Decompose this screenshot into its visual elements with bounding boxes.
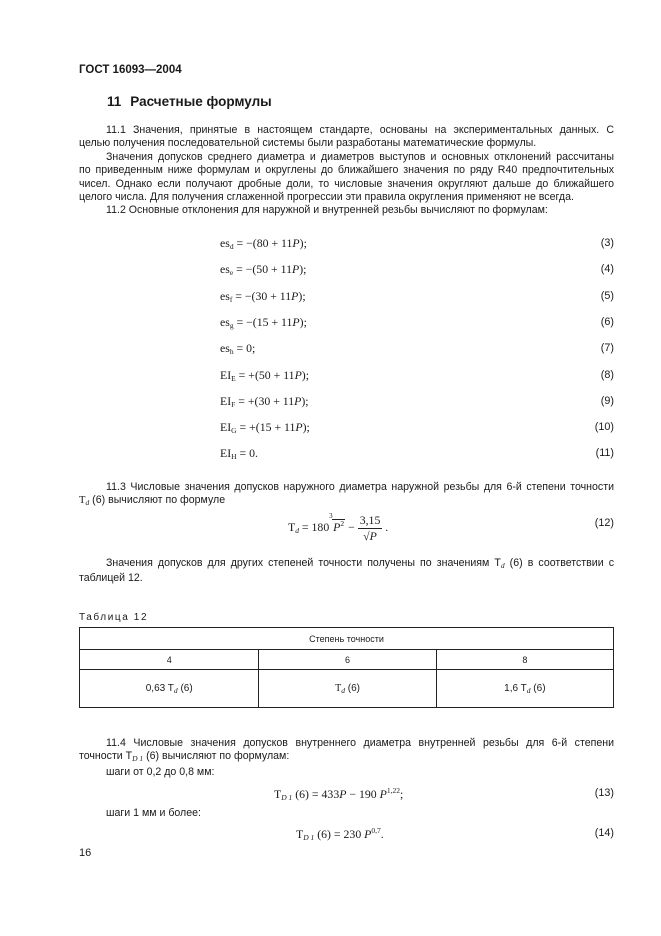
eq-text: ); <box>301 394 309 408</box>
equation <box>220 289 306 304</box>
eq-text: ); <box>299 315 307 329</box>
eq-symbol: es <box>220 236 230 250</box>
eq-subscript: D 1 <box>303 833 315 842</box>
text-line: 11.1 Значения, принятые в настоящем стандарте, основаны на экспериментальных данных. С <box>106 124 614 136</box>
cell-text: 0,63 T <box>145 682 174 694</box>
equation-number: (5) <box>600 290 614 302</box>
eq-variable: P <box>292 262 300 276</box>
text-fragment: (6) в соответствии с <box>504 557 614 569</box>
table-header: Степень точности <box>80 628 614 650</box>
cell-text: T <box>335 682 342 694</box>
tolerance-symbol: T <box>79 495 86 507</box>
text-line: шаги от 0,2 до 0,8 мм: <box>106 765 215 778</box>
page-number: 16 <box>79 847 92 859</box>
table-col-header: 4 <box>80 650 259 670</box>
eq-text: ; <box>399 787 404 801</box>
text-line: таблицей 12. <box>79 572 143 585</box>
tolerance-subscript: d <box>500 561 505 570</box>
eq-subscript: d <box>295 526 299 536</box>
text-line: 11.3 Числовые значения допусков наружного диаметра наружной резьбы для 6-й степени точности <box>106 481 614 493</box>
eq-text: = 0. <box>236 446 258 460</box>
equation-13 <box>274 786 403 802</box>
table-col-header: 6 <box>259 650 436 670</box>
eq-subscript: H <box>231 452 237 461</box>
text-line: 11.4 Числовые значения допусков внутреннего диаметра внутренней резьбы для 6-й степени <box>106 737 614 749</box>
paragraph-11-1 <box>79 124 614 204</box>
fraction-numerator: 3,15 <box>359 513 381 527</box>
text-fragment: точности T <box>79 750 133 763</box>
equation-number: (9) <box>600 395 614 407</box>
eq-variable: P <box>292 236 300 250</box>
cell-text: 1,6 T <box>504 682 527 694</box>
cell-subscript: d <box>341 685 345 695</box>
paragraph-11-3 <box>79 481 614 510</box>
equation <box>220 341 255 356</box>
cell-text: (6) <box>344 682 360 694</box>
eq-text: = −(50 + 11 <box>233 262 293 276</box>
eq-text: = −(15 + 11 <box>233 315 293 329</box>
eq-subscript: f <box>229 295 233 304</box>
eq-variable: P <box>292 315 300 329</box>
document-code: ГОСТ 16093—2004 <box>79 64 182 76</box>
eq-text: ); <box>301 368 310 382</box>
equation <box>220 262 306 277</box>
eq-exponent: 0,7 <box>371 826 381 835</box>
eq-subscript: h <box>229 347 234 356</box>
eq-text: − 190 <box>346 787 380 801</box>
eq-variable: P <box>294 394 302 408</box>
eq-text: ); <box>298 289 306 303</box>
table-cell <box>80 670 259 708</box>
cube-root <box>329 512 345 535</box>
text-line <box>79 750 614 765</box>
table-cell <box>436 670 613 708</box>
equation-number: (3) <box>600 237 614 249</box>
text-line: чисел. Однако если получают дробные доли, то числовые значения округляют дальше до ближайшего <box>79 177 614 190</box>
eq-symbol: EI <box>220 446 232 460</box>
text-line: целью получения последовательной системы были разработаны математические формулы. <box>79 137 537 150</box>
eq-exponent: 1,22 <box>386 786 400 795</box>
eq-variable: P <box>379 787 387 801</box>
equation-number: (4) <box>600 263 614 275</box>
section-number: 11 <box>107 94 122 109</box>
section-title: Расчетные формулы <box>130 94 272 109</box>
eq-subscript: e <box>229 268 234 277</box>
cell-text: (6) <box>177 682 193 694</box>
eq-symbol: es <box>220 315 230 329</box>
equation-number: (13) <box>594 787 614 799</box>
eq-text: . <box>382 520 389 535</box>
eq-symbol: es <box>220 289 230 303</box>
eq-subscript: d <box>229 242 234 251</box>
eq-variable: P <box>339 787 347 801</box>
eq-variable: P <box>291 289 299 303</box>
eq-symbol: T <box>296 827 304 841</box>
equation <box>220 420 310 435</box>
eq-text: ); <box>302 420 310 434</box>
eq-symbol: EI <box>220 394 232 408</box>
equation <box>220 446 258 461</box>
table-cell <box>259 670 436 708</box>
equation-number: (12) <box>594 517 614 529</box>
eq-text: . <box>380 827 384 841</box>
eq-subscript: g <box>229 321 234 330</box>
equation-number: (7) <box>600 342 614 354</box>
eq-symbol: es <box>220 341 230 355</box>
eq-variable: P <box>364 827 372 841</box>
tolerance-subscript: D 1 <box>132 754 144 764</box>
eq-subscript: F <box>231 400 236 409</box>
fraction-denominator: P <box>369 529 377 543</box>
eq-text: = −(30 + 11 <box>232 289 292 303</box>
text-line: по приведенным ниже формулам и округлены до ближайшего значения по ряду R40 предпочтительных <box>79 164 614 177</box>
equation-14 <box>296 826 384 842</box>
eq-text: ); <box>299 236 307 250</box>
equation-number: (14) <box>594 827 614 839</box>
equation <box>220 394 309 409</box>
equation <box>220 236 307 251</box>
text-fragment: Значения допусков для других степеней точности получены по значениям T <box>106 557 501 569</box>
equation <box>220 315 307 330</box>
cell-subscript: d <box>526 685 531 695</box>
root-index: 3 <box>329 512 333 521</box>
text-line: шаги 1 мм и более: <box>106 807 201 819</box>
eq-text: = 0; <box>233 341 256 355</box>
text-line: Значения допусков среднего диаметра и диаметров выступов и основных отклонений рассчитаны <box>106 150 614 163</box>
eq-text: ); <box>299 262 307 276</box>
table-caption: Таблица 12 <box>79 612 149 623</box>
text-line: целого числа. Для получения сглаженной прогрессии эти правила округления применяют не всегда. <box>79 191 574 204</box>
equation-number: (10) <box>594 421 614 433</box>
tolerance-subscript: d <box>85 498 90 508</box>
eq-subscript: G <box>231 426 237 435</box>
eq-subscript: E <box>231 374 236 383</box>
eq-variable: P <box>295 420 303 434</box>
text-line <box>79 494 614 509</box>
eq-text: = +(15 + 11 <box>236 420 296 434</box>
text-line: 11.2 Основные отклонения для наружной и внутренней резьбы вычисляют по формулам: <box>106 204 548 216</box>
eq-symbol: T <box>288 520 296 535</box>
section-heading <box>107 94 272 109</box>
root-exponent: 2 <box>340 519 345 529</box>
text-fragment: (6) вычисляют по формулам: <box>143 750 290 763</box>
equation-number: (11) <box>595 447 614 459</box>
eq-text: (6) = 230 <box>314 827 365 841</box>
eq-symbol: es <box>220 262 230 276</box>
eq-text: − <box>345 520 358 535</box>
paragraph-other-grades <box>79 557 614 586</box>
paragraph-11-2 <box>79 204 614 217</box>
eq-text: = +(50 + 11 <box>235 368 295 382</box>
paragraph-step-large <box>79 807 614 820</box>
eq-symbol: EI <box>220 420 232 434</box>
table-12 <box>79 627 614 708</box>
paragraph-11-4 <box>79 737 614 779</box>
text-fragment: (6) вычисляют по формуле <box>89 494 226 507</box>
equation-number: (6) <box>600 316 614 328</box>
eq-subscript: D 1 <box>281 793 293 802</box>
eq-text: = 180 <box>298 520 333 535</box>
eq-text: = +(30 + 11 <box>235 394 295 408</box>
eq-symbol: T <box>274 787 282 801</box>
eq-variable: P <box>294 368 302 382</box>
root-base: P <box>333 520 341 535</box>
eq-text: = −(80 + 11 <box>233 236 293 250</box>
text-line <box>79 557 614 572</box>
eq-symbol: EI <box>220 368 232 382</box>
equation-number: (8) <box>600 369 614 381</box>
equation-12 <box>288 513 388 544</box>
equation <box>220 368 309 383</box>
table-col-header: 8 <box>436 650 613 670</box>
eq-text: (6) = 433 <box>292 787 340 801</box>
cell-text: (6) <box>530 682 546 694</box>
cell-subscript: d <box>173 685 178 695</box>
fraction: $\frac{3,15}{√P}$ <box>359 513 381 543</box>
